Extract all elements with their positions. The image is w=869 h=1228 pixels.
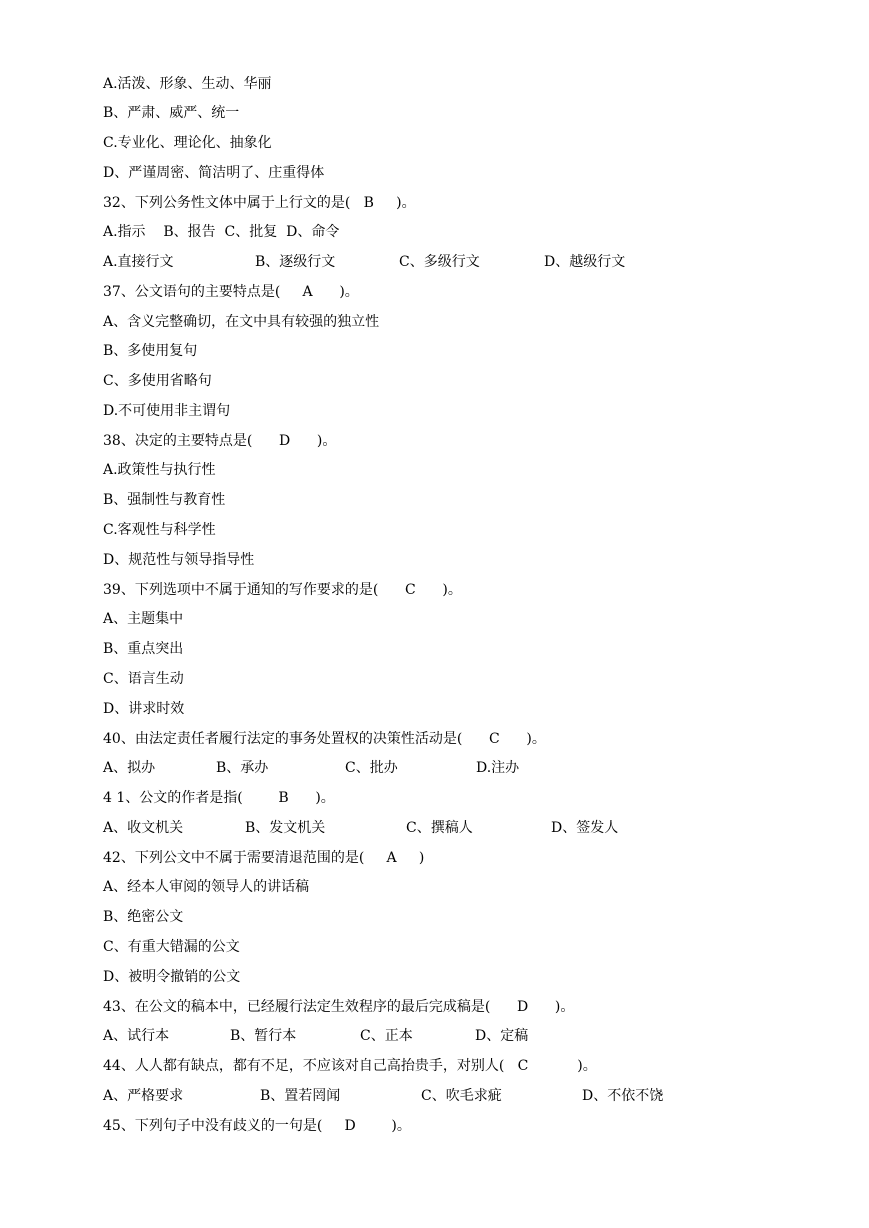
option-d: D、越级行文 — [544, 254, 626, 270]
option-a: A、严格要求 — [103, 1088, 184, 1104]
option-row — [103, 1086, 664, 1106]
option-d: D.注办 — [476, 760, 520, 776]
question-line: 4 1、公文的作者是指( B )。 — [103, 790, 335, 806]
option-b: B、暂行本 — [230, 1028, 297, 1044]
option-c: C、正本 — [360, 1028, 413, 1044]
question-line: 43、在公文的稿本中，已经履行法定生效程序的最后完成稿是( D )。 — [103, 999, 575, 1015]
option-a: A.直接行文 — [103, 254, 174, 270]
question-line: 32、下列公务性文体中属于上行文的是( B )。 — [103, 195, 416, 211]
option-d: D、签发人 — [551, 820, 619, 836]
question-line: 45、下列句子中没有歧义的一句是( D )。 — [103, 1118, 411, 1134]
option-c: C、多级行文 — [399, 254, 480, 270]
option-line: A、经本人审阅的领导人的讲话稿 — [103, 879, 310, 895]
option-b: B、发文机关 — [245, 820, 326, 836]
option-line: D、被明令撤销的公文 — [103, 969, 241, 985]
option-row — [103, 818, 619, 838]
option-a: A、试行本 — [103, 1028, 170, 1044]
option-line: D.不可使用非主谓句 — [103, 403, 231, 419]
option-line: B、强制性与教育性 — [103, 492, 226, 508]
question-line: 44、人人都有缺点，都有不足，不应该对自己高抬贵手，对别人( C )。 — [103, 1058, 597, 1074]
option-row — [103, 758, 520, 778]
option-line: B、绝密公文 — [103, 909, 184, 925]
option-a: A、收文机关 — [103, 820, 184, 836]
option-line: A、含义完整确切，在文中具有较强的独立性 — [103, 314, 380, 330]
option-a: A、拟办 — [103, 760, 156, 776]
question-line: 37、公文语句的主要特点是( A )。 — [103, 284, 359, 300]
option-d: D、不依不饶 — [582, 1088, 664, 1104]
question-line: 42、下列公文中不属于需要清退范围的是( A ) — [103, 850, 425, 866]
option-line: A.活泼、形象、生动、华丽 — [103, 76, 272, 92]
option-line: B、多使用复句 — [103, 343, 198, 359]
option-c: C、批办 — [345, 760, 398, 776]
option-line: C、有重大错漏的公文 — [103, 939, 240, 955]
option-line: C.客观性与科学性 — [103, 522, 216, 538]
option-line: B、重点突出 — [103, 641, 184, 657]
option-line: A.指示 B、报告 C、批复 D、命令 — [103, 224, 340, 240]
option-line: C、多使用省略句 — [103, 373, 212, 389]
option-b: B、逐级行文 — [255, 254, 336, 270]
question-line: 38、决定的主要特点是( D )。 — [103, 433, 337, 449]
question-line: 40、由法定责任者履行法定的事务处置权的决策性活动是( C )。 — [103, 731, 546, 747]
option-line: D、讲求时效 — [103, 701, 185, 717]
option-b: B、承办 — [216, 760, 269, 776]
option-line: D、规范性与领导指导性 — [103, 552, 255, 568]
option-line: C.专业化、理论化、抽象化 — [103, 135, 272, 151]
option-line: B、严肃、威严、统一 — [103, 105, 240, 121]
option-c: C、撰稿人 — [406, 820, 473, 836]
option-line: A.政策性与执行性 — [103, 462, 216, 478]
option-line: C、语言生动 — [103, 671, 184, 687]
option-line: A、主题集中 — [103, 611, 184, 627]
option-b: B、置若罔闻 — [260, 1088, 341, 1104]
option-row — [103, 252, 626, 272]
option-d: D、定稿 — [475, 1028, 529, 1044]
option-line: D、严谨周密、简洁明了、庄重得体 — [103, 165, 325, 181]
option-row — [103, 1026, 529, 1046]
question-line: 39、下列选项中不属于通知的写作要求的是( C )。 — [103, 582, 462, 598]
option-c: C、吹毛求疵 — [421, 1088, 502, 1104]
